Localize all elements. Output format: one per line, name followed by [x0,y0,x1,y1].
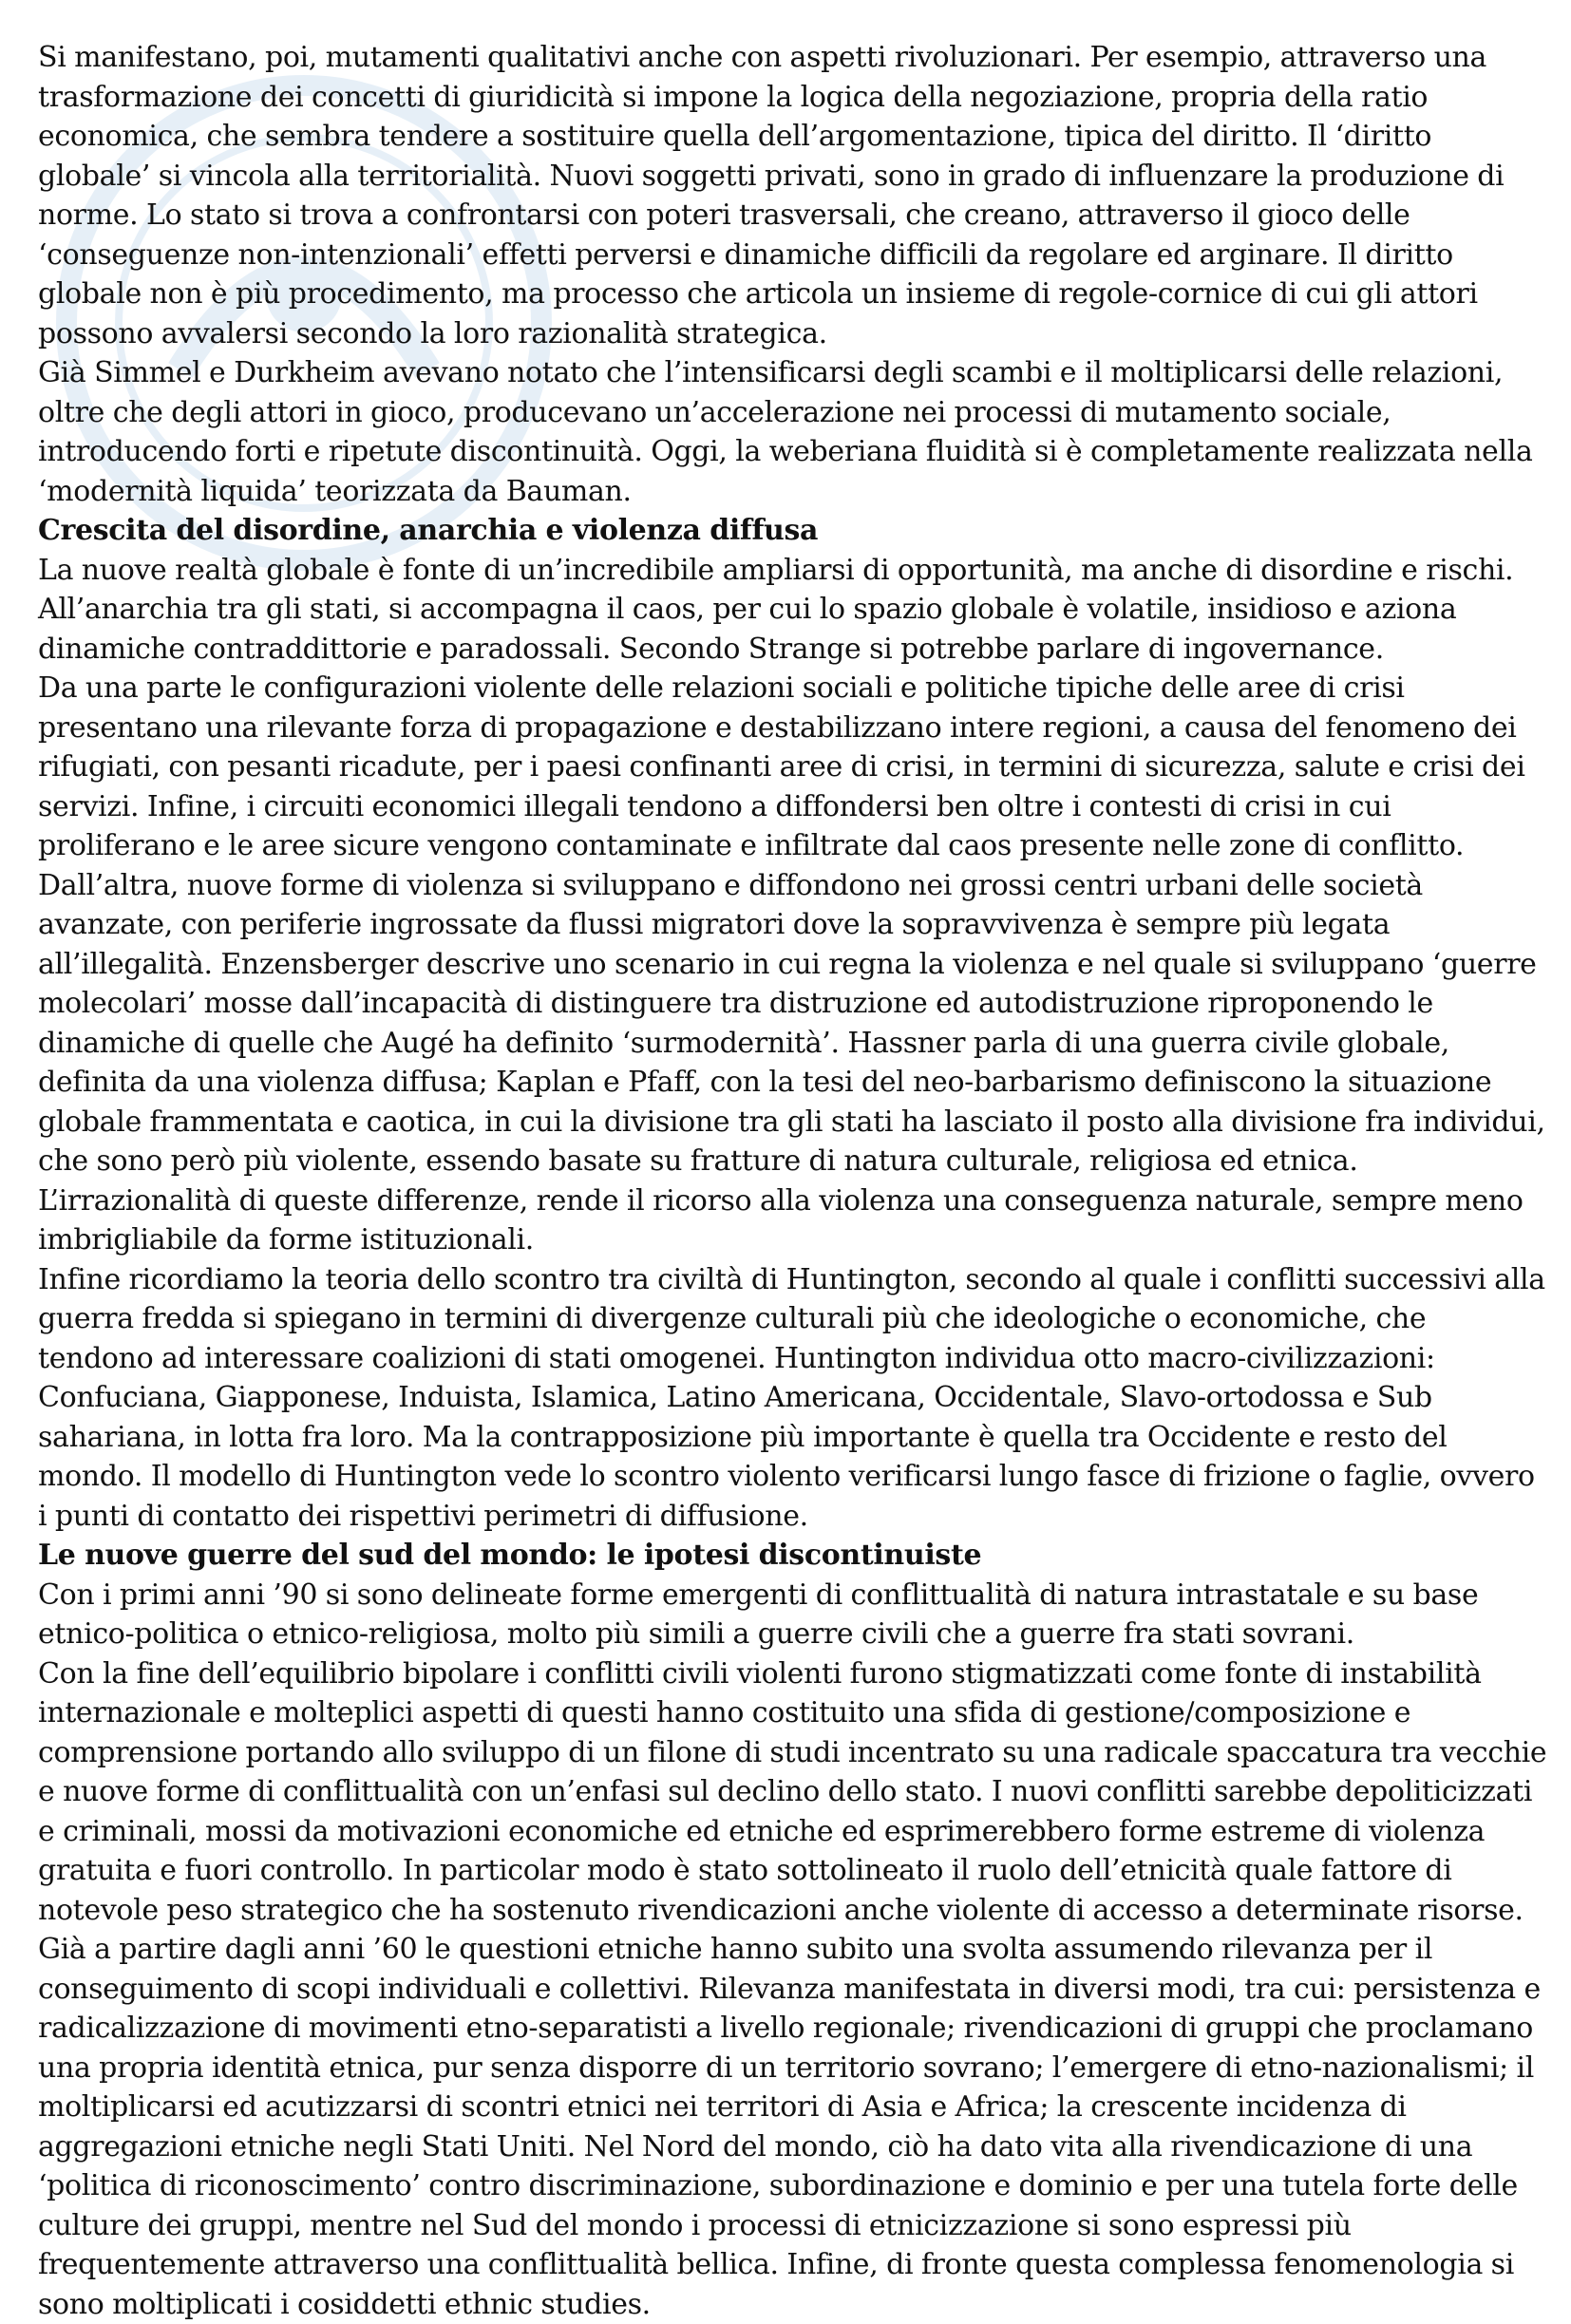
paragraph: Da una parte le configurazioni violente delle relazioni sociali e politiche tipiche delle aree di crisi presentano una rilevante forza di propagazione e destabilizzano intere regioni, a causa del fenomeno dei rifugiati, con pesanti ricadute, per i paesi confinanti aree di crisi, in termini di sicurezza, salute e crisi dei servizi. Infine, i circuiti economici illegali tendono a diffondersi ben oltre i contesti di crisi in cui proliferano e le aree sicure vengono contaminate e infiltrate dal caos presente nelle zone di conflitto. [38,671,1525,862]
paragraph: Dall’altra, nuove forme di violenza si sviluppano e diffondono nei grossi centri urbani delle società avanzate, con periferie ingrossate da flussi migratori dove la sopravvivenza è sempre più legata all’illegalità. Enzensberger descrive uno scenario in cui regna la violenza e nel quale si sviluppano ‘guerre molecolari’ mosse dall’incapacità di distinguere tra distruzione ed autodistruzione riproponendo le dinamiche di quelle che Augé ha definito ‘surmodernità’. Hassner parla di una guerra civile globale, definita da una violenza diffusa; Kaplan e Pfaff, con la tesi del neo-barbarismo definiscono la situazione globale frammentata e caotica, in cui la divisione tra gli stati ha lasciato il posto alla divisione fra individui, che sono però più violente, essendo basate su fratture di natura culturale, religiosa ed etnica. L’irrazionalità di queste differenze, rende il ricorso alla violenza una conseguenza naturale, sempre meno imbrigliabile da forme istituzionali. [38,868,1545,1256]
paragraph: La nuove realtà globale è fonte di un’incredibile ampliarsi di opportunità, ma anche di disordine e rischi. [38,553,1514,587]
document-page [38,38,1548,2324]
paragraph: Infine ricordiamo la teoria dello scontro tra civiltà di Huntington, secondo al quale i conflitti successivi alla guerra fredda si spiegano in termini di divergenze culturali più che ideologiche o economiche, che tendono ad interessare coalizioni di stati omogenei. Huntington individua otto macro-civilizzazioni: Confuciana, Giapponese, Induista, Islamica, Latino Americana, Occidentale, Slavo-ortodossa e Sub sahariana, in lotta fra loro. Ma la contrapposizione più importante è quella tra Occidente e resto del mondo. Il modello di Huntington vede lo scontro violento verificarsi lungo fasce di frizione o faglie, ovvero i punti di contatto dei rispettivi perimetri di diffusione. [38,1262,1545,1533]
section-heading: Crescita del disordine, anarchia e violenza diffusa [38,514,819,547]
paragraph: All’anarchia tra gli stati, si accompagna il caos, per cui lo spazio globale è volatile, insidioso e aziona dinamiche contraddittorie e paradossali. Secondo Strange si potrebbe parlare di ingovernance. [38,593,1457,666]
paragraph: Con i primi anni ’90 si sono delineate forme emergenti di conflittualità di natura intrastatale e su base etnico-politica o etnico-religiosa, molto più simili a guerre civili che a guerre fra stati sovrani. [38,1578,1479,1651]
section-heading: Le nuove guerre del sud del mondo: le ipotesi discontinuiste [38,1539,982,1572]
paragraph: Con la fine dell’equilibrio bipolare i conflitti civili violenti furono stigmatizzati come fonte di instabilità internazionale e molteplici aspetti di questi hanno costituito una sfida di gestione/composizione e comprensione portando allo sviluppo di un filone di studi incentrato su una radicale spaccatura tra vecchie e nuove forme di conflittualità con un’enfasi sul declino dello stato. I nuovi conflitti sarebbe depoliticizzati e criminali, mossi da motivazioni economiche ed etniche ed esprimerebbero forme estreme di violenza gratuita e fuori controllo. In particolar modo è stato sottolineato il ruolo dell’etnicità quale fattore di notevole peso strategico che ha sostenuto rivendicazioni anche violente di accesso a determinate risorse. [38,1656,1547,1927]
paragraph: Già Simmel e Durkheim avevano notato che l’intensificarsi degli scambi e il moltiplicarsi delle relazioni, oltre che degli attori in gioco, producevano un’accelerazione nei processi di mutamento sociale, introducendo forti e ripetute discontinuità. Oggi, la weberiana fluidità si è completamente realizzata nella ‘modernità liquida’ teorizzata da Bauman. [38,356,1533,508]
paragraph: Si manifestano, poi, mutamenti qualitativi anche con aspetti rivoluzionari. Per esempio, attraverso una trasformazione dei concetti di giuridicità si impone la logica della negoziazione, propria della ratio economica, che sembra tendere a sostituire quella dell’argomentazione, tipica del diritto. Il ‘diritto globale’ si vincola alla territorialità. Nuovi soggetti privati, sono in grado di influenzare la produzione di norme. Lo stato si trova a confrontarsi con poteri trasversali, che creano, attraverso il gioco delle ‘conseguenze non-intenzionali’ effetti perversi e dinamiche difficili da regolare ed arginare. Il diritto globale non è più procedimento, ma processo che articola un insieme di regole-cornice di cui gli attori possono avvalersi secondo la loro razionalità strategica. [38,41,1505,350]
paragraph: Già a partire dagli anni ’60 le questioni etniche hanno subito una svolta assumendo rilevanza per il conseguimento di scopi individuali e collettivi. Rilevanza manifestata in diversi modi, tra cui: persistenza e radicalizzazione di movimenti etno-separatisti a livello regionale; rivendicazioni di gruppi che proclamano una propria identità etnica, pur senza disporre di un territorio sovrano; l’emergere di etno-nazionalismi; il moltiplicarsi ed acutizzarsi di scontri etnici nei territori di Asia e Africa; la crescente incidenza di aggregazioni etniche negli Stati Uniti. Nel Nord del mondo, ciò ha dato vita alla rivendicazione di una ‘politica di riconoscimento’ contro discriminazione, subordinazione e dominio e per una tutela forte delle culture dei gruppi, mentre nel Sud del mondo i processi di etnicizzazione si sono espressi più frequentemente attraverso una conflittualità bellica. Infine, di fronte questa complessa fenomenologia si sono moltiplicati i cosiddetti ethnic studies. [38,1933,1541,2321]
